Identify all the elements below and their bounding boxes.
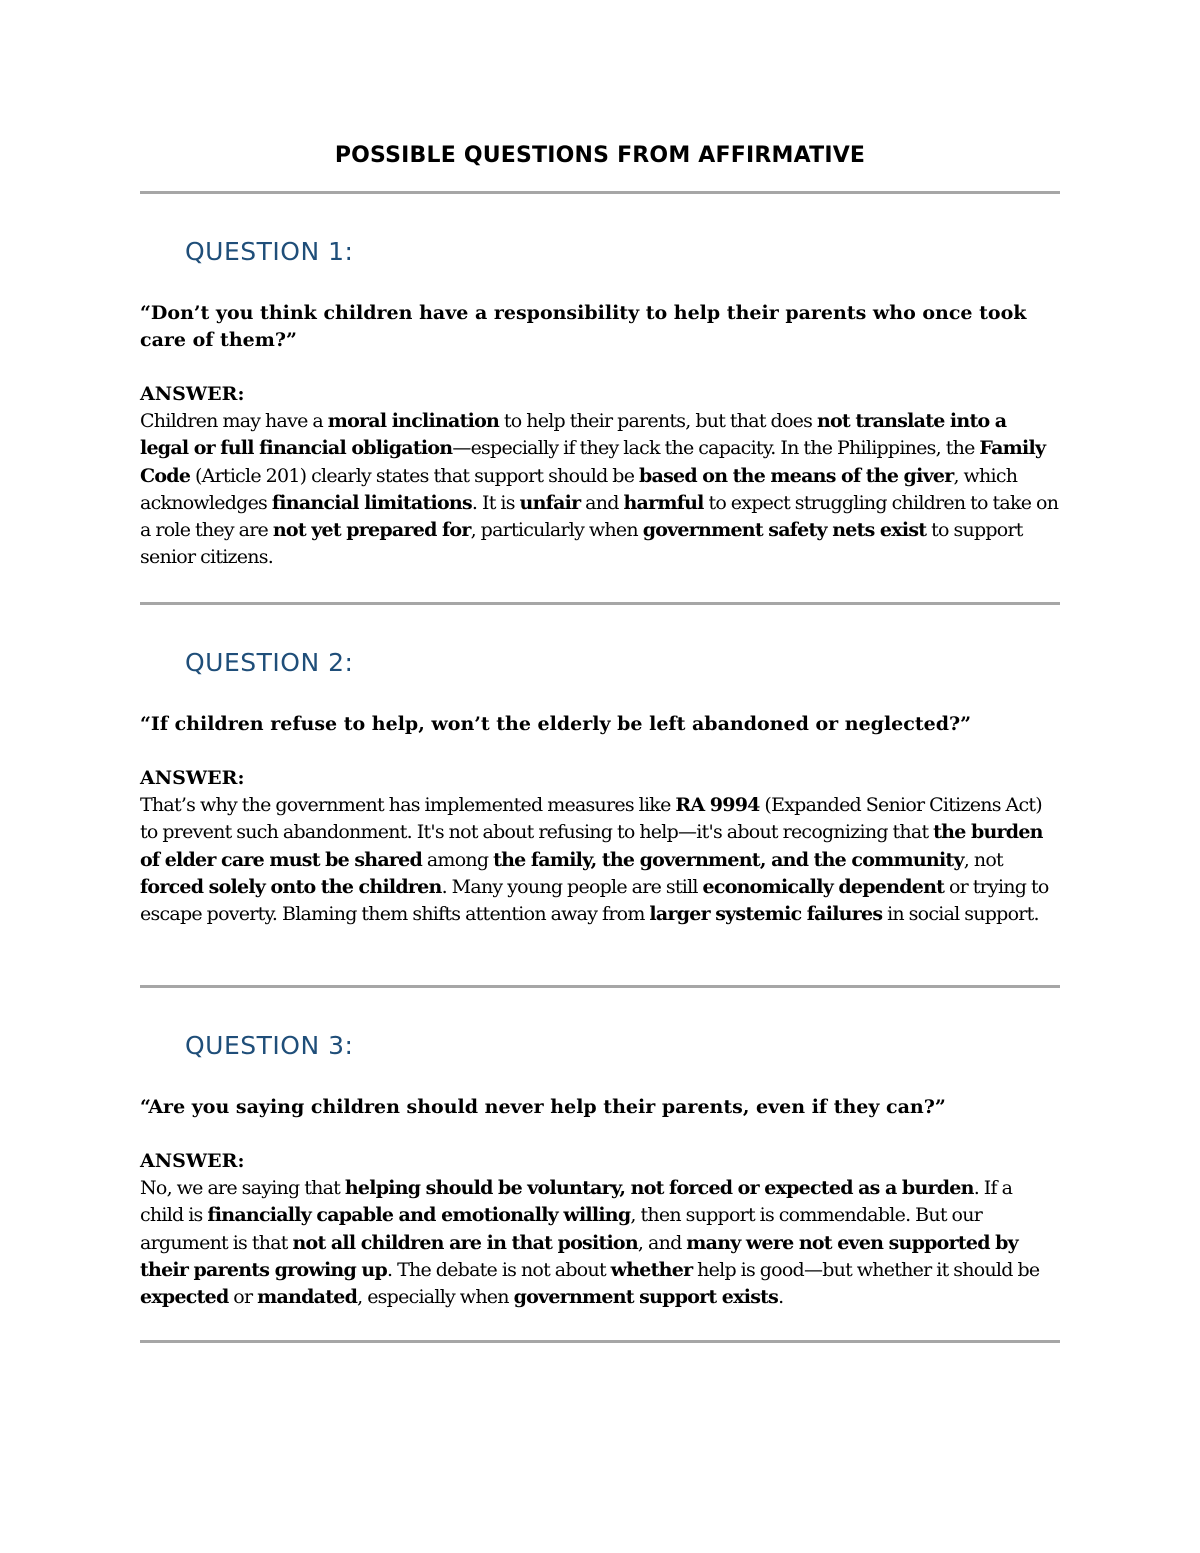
answer-segment: help is good—but whether it should be [692, 1258, 1040, 1281]
answer-emphasis: the family, the government, and the community [493, 848, 964, 871]
answer-segment: , particularly when [470, 519, 643, 542]
divider-top [140, 191, 1060, 194]
answer-emphasis: the burden of elder care must be shared [140, 821, 1043, 871]
answer-emphasis: moral inclination [327, 410, 500, 432]
divider-2 [140, 985, 1060, 988]
answer-emphasis: whether [610, 1258, 693, 1281]
answer-segment: No, we are saying that [140, 1177, 345, 1199]
answer-segment: to support senior citizens. [140, 519, 1023, 569]
answer-emphasis: harmful [623, 491, 704, 514]
answer-emphasis: many were not even supported by their parents growing up [140, 1231, 1018, 1281]
answer-segment: . Many young people are still [441, 875, 703, 898]
answer-emphasis: financially capable and emotionally willing [207, 1204, 631, 1227]
question-heading: QUESTION 3: [185, 1031, 354, 1060]
document-title: POSSIBLE QUESTIONS FROM AFFIRMATIVE [334, 143, 866, 168]
answer-label: ANSWER: [140, 383, 245, 405]
answer-emphasis: expected [140, 1286, 229, 1309]
answer-emphasis: not yet prepared for [272, 519, 471, 542]
answer-segment: to help their parents, but that does [499, 410, 817, 432]
answer-segment: . It is [471, 491, 520, 514]
answer-segment: to expect struggling children to take on a role they are [140, 491, 1059, 542]
answer-text [140, 1175, 1060, 1311]
answer-segment: (Article 201) clearly states that support should be [190, 464, 639, 487]
answer-segment: , and [637, 1231, 687, 1254]
answer-segment: , which acknowledges [140, 464, 1018, 514]
question-text: “Are you saying children should never help their parents, even if they can?” [140, 1096, 946, 1118]
question-heading: QUESTION 2: [185, 648, 354, 677]
divider-bottom [140, 1340, 1060, 1343]
answer-emphasis: forced solely onto the children [140, 875, 442, 898]
answer-text [140, 408, 1060, 572]
answer-emphasis: economically dependent [702, 875, 945, 898]
question-text: “Don’t you think children have a responsibility to help their parents who once took care of them?” [140, 302, 1027, 351]
answer-segment: . The debate is not about [386, 1258, 611, 1281]
answer-segment: . [778, 1286, 784, 1309]
answer-emphasis: not translate into a legal or full financial obligation [140, 410, 1007, 460]
question-heading: QUESTION 1: [185, 237, 354, 266]
answer-segment: (Expanded Senior Citizens Act) to prevent such abandonment. It's not about refusing to help—it's about recognizing that [140, 794, 1042, 844]
answer-emphasis: Family Code [140, 437, 1046, 487]
answer-segment: and [580, 491, 624, 514]
answer-segment: among [422, 848, 494, 871]
answer-emphasis: government safety nets exist [642, 519, 927, 542]
answer-emphasis: based on the means of the giver [639, 464, 954, 487]
answer-emphasis: not all children are in that position [292, 1231, 638, 1254]
answer-segment: . If a child is [140, 1177, 1013, 1227]
answer-emphasis: government support exists [513, 1286, 779, 1309]
answer-emphasis: larger systemic failures [649, 903, 883, 926]
answer-label: ANSWER: [140, 1150, 245, 1172]
answer-segment: , not [963, 848, 1003, 871]
answer-emphasis: RA 9994 [675, 794, 760, 816]
answer-segment: in social support. [882, 903, 1039, 926]
question-section-2 [140, 647, 1060, 928]
question-section-1 [140, 236, 1060, 572]
answer-segment: or trying to escape poverty. Blaming them shifts attention away from [140, 875, 1049, 926]
answer-segment: , especially when [357, 1286, 514, 1309]
answer-segment: —especially if they lack the capacity. In the Philippines, the [452, 437, 980, 460]
answer-label: ANSWER: [140, 767, 245, 789]
answer-emphasis: unfair [519, 491, 581, 514]
answer-emphasis: helping should be voluntary, not forced or expected as a burden [344, 1177, 974, 1199]
answer-emphasis: financial limitations [271, 491, 472, 514]
divider-1 [140, 602, 1060, 605]
question-section-3 [140, 1030, 1060, 1311]
answer-segment: , then support is commendable. But our argument is that [140, 1204, 983, 1254]
answer-segment: or [228, 1286, 258, 1309]
answer-text [140, 792, 1060, 928]
answer-segment: That’s why the government has implemented measures like [140, 794, 676, 816]
question-text: “If children refuse to help, won’t the elderly be left abandoned or neglected?” [140, 713, 972, 735]
answer-emphasis: mandated [257, 1286, 358, 1309]
answer-segment: Children may have a [140, 410, 328, 432]
